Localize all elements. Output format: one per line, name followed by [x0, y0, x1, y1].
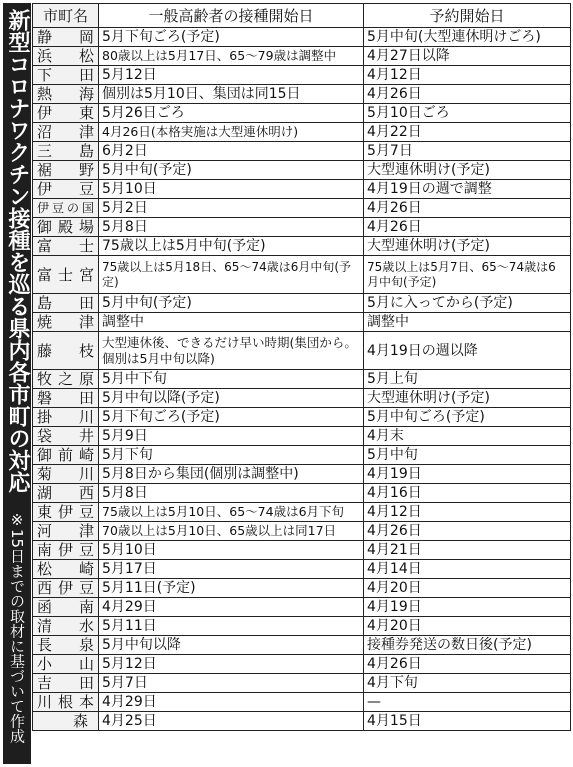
- reservation-date-cell: 4月16日: [364, 484, 571, 503]
- municipality-cell: 掛川: [33, 408, 99, 427]
- start-date-cell: 5月12日: [99, 655, 364, 674]
- header-start-date: 一般高齢者の接種開始日: [99, 4, 364, 28]
- reservation-date-cell: 4月15日: [364, 712, 571, 731]
- start-date-cell: 5月中旬以降(予定): [99, 389, 364, 408]
- reservation-date-cell: 4月19日: [364, 598, 571, 617]
- start-date-cell: 4月29日: [99, 693, 364, 712]
- reservation-date-cell: 4月14日: [364, 560, 571, 579]
- reservation-date-cell: 5月に入ってから(予定): [364, 294, 571, 313]
- reservation-date-cell: 4月下旬: [364, 674, 571, 693]
- municipality-cell: 東伊豆: [33, 503, 99, 522]
- municipality-cell: 熱海: [33, 85, 99, 104]
- municipality-cell: 伊豆の国: [33, 199, 99, 218]
- start-date-cell: 5月2日: [99, 199, 364, 218]
- municipality-cell: 袋井: [33, 427, 99, 446]
- start-date-cell: 4月29日: [99, 598, 364, 617]
- table-row: [33, 408, 571, 427]
- side-banner: [3, 3, 31, 764]
- municipality-cell: 牧之原: [33, 370, 99, 389]
- reservation-date-cell: 4月19日の週以降: [364, 332, 571, 370]
- reservation-date-cell: 4月21日: [364, 541, 571, 560]
- start-date-cell: 5月下旬: [99, 446, 364, 465]
- start-date-cell: 5月26日ごろ: [99, 104, 364, 123]
- municipality-cell: 下田: [33, 66, 99, 85]
- municipality-cell: 伊豆: [33, 180, 99, 199]
- reservation-date-cell: 4月19日の週で調整: [364, 180, 571, 199]
- start-date-cell: 5月12日: [99, 66, 364, 85]
- table-row: [33, 218, 571, 237]
- reservation-date-cell: 4月26日: [364, 218, 571, 237]
- municipality-table: [32, 3, 571, 731]
- table-row: [33, 85, 571, 104]
- reservation-date-cell: 接種券発送の数日後(予定): [364, 636, 571, 655]
- start-date-cell: 75歳以上は5月10日、65～74歳は6月下旬: [99, 503, 364, 522]
- municipality-cell: 裾野: [33, 161, 99, 180]
- reservation-date-cell: 4月末: [364, 427, 571, 446]
- start-date-cell: 大型連休後、できるだけ早い時期(集団から。個別は5月中旬以降): [99, 332, 364, 370]
- municipality-cell: 森: [33, 712, 99, 731]
- table-row: [33, 503, 571, 522]
- table-row: [33, 199, 571, 218]
- reservation-date-cell: 4月12日: [364, 66, 571, 85]
- reservation-date-cell: 4月12日: [364, 503, 571, 522]
- table-row: [33, 541, 571, 560]
- table-row: [33, 389, 571, 408]
- reservation-date-cell: 大型連休明け(予定): [364, 161, 571, 180]
- start-date-cell: 75歳以上は5月中旬(予定): [99, 237, 364, 256]
- reservation-date-cell: 5月中旬(大型連休明けごろ): [364, 28, 571, 47]
- start-date-cell: 5月8日: [99, 484, 364, 503]
- side-title: 新型コロナワクチン接種を巡る県内各市町の対応: [5, 9, 30, 493]
- start-date-cell: 5月7日: [99, 674, 364, 693]
- table-row: [33, 256, 571, 294]
- reservation-date-cell: 5月中旬: [364, 446, 571, 465]
- reservation-date-cell: 調整中: [364, 313, 571, 332]
- table-row: [33, 655, 571, 674]
- header-reservation-date: 予約開始日: [364, 4, 571, 28]
- table-row: [33, 28, 571, 47]
- reservation-date-cell: 4月22日: [364, 123, 571, 142]
- table-row: [33, 142, 571, 161]
- table-row: [33, 66, 571, 85]
- table-row: [33, 484, 571, 503]
- table-row: [33, 104, 571, 123]
- table-row: [33, 598, 571, 617]
- table-row: [33, 712, 571, 731]
- start-date-cell: 5月17日: [99, 560, 364, 579]
- start-date-cell: 80歳以上は5月17日、65～79歳は調整中: [99, 47, 364, 66]
- municipality-cell: 湖西: [33, 484, 99, 503]
- table-row: [33, 522, 571, 541]
- municipality-cell: 伊東: [33, 104, 99, 123]
- table-row: [33, 636, 571, 655]
- table-row: [33, 161, 571, 180]
- table-row: [33, 370, 571, 389]
- start-date-cell: 5月下旬ごろ(予定): [99, 408, 364, 427]
- table-row: [33, 123, 571, 142]
- start-date-cell: 5月8日から集団(個別は調整中): [99, 465, 364, 484]
- municipality-cell: 藤枝: [33, 332, 99, 370]
- start-date-cell: 5月10日: [99, 541, 364, 560]
- municipality-cell: 小山: [33, 655, 99, 674]
- reservation-date-cell: 5月上旬: [364, 370, 571, 389]
- municipality-cell: 菊川: [33, 465, 99, 484]
- table-row: [33, 579, 571, 598]
- start-date-cell: 4月26日(本格実施は大型連休明け): [99, 123, 364, 142]
- municipality-cell: 沼津: [33, 123, 99, 142]
- municipality-cell: 磐田: [33, 389, 99, 408]
- municipality-cell: 浜松: [33, 47, 99, 66]
- table-header-row: [33, 4, 571, 28]
- reservation-date-cell: 75歳以上は5月7日、65～74歳は6月中旬(予定): [364, 256, 571, 294]
- table-row: [33, 294, 571, 313]
- start-date-cell: 5月11日(予定): [99, 579, 364, 598]
- reservation-date-cell: 5月10日ごろ: [364, 104, 571, 123]
- table-row: [33, 693, 571, 712]
- start-date-cell: 5月9日: [99, 427, 364, 446]
- table-row: [33, 560, 571, 579]
- reservation-date-cell: 4月19日: [364, 465, 571, 484]
- municipality-cell: 長泉: [33, 636, 99, 655]
- reservation-date-cell: 大型連休明け(予定): [364, 389, 571, 408]
- reservation-date-cell: 4月26日: [364, 85, 571, 104]
- start-date-cell: 5月8日: [99, 218, 364, 237]
- table-row: [33, 313, 571, 332]
- municipality-cell: 函南: [33, 598, 99, 617]
- municipality-cell: 南伊豆: [33, 541, 99, 560]
- reservation-date-cell: —: [364, 693, 571, 712]
- start-date-cell: 個別は5月10日、集団は同15日: [99, 85, 364, 104]
- municipality-cell: 島田: [33, 294, 99, 313]
- table-row: [33, 674, 571, 693]
- municipality-cell: 御前崎: [33, 446, 99, 465]
- reservation-date-cell: 5月7日: [364, 142, 571, 161]
- table-row: [33, 446, 571, 465]
- reservation-date-cell: 4月26日: [364, 522, 571, 541]
- municipality-cell: 富士: [33, 237, 99, 256]
- reservation-date-cell: 4月20日: [364, 617, 571, 636]
- municipality-cell: 静岡: [33, 28, 99, 47]
- header-municipality: 市町名: [33, 4, 99, 28]
- reservation-date-cell: 4月20日: [364, 579, 571, 598]
- table-row: [33, 332, 571, 370]
- municipality-cell: 富士宮: [33, 256, 99, 294]
- reservation-date-cell: 4月26日: [364, 199, 571, 218]
- reservation-date-cell: 5月中旬ごろ(予定): [364, 408, 571, 427]
- start-date-cell: 4月25日: [99, 712, 364, 731]
- table-row: [33, 465, 571, 484]
- table-row: [33, 180, 571, 199]
- municipality-cell: 御殿場: [33, 218, 99, 237]
- start-date-cell: 5月中旬(予定): [99, 294, 364, 313]
- start-date-cell: 5月下旬ごろ(予定): [99, 28, 364, 47]
- start-date-cell: 5月中旬(予定): [99, 161, 364, 180]
- start-date-cell: 6月2日: [99, 142, 364, 161]
- reservation-date-cell: 大型連休明け(予定): [364, 237, 571, 256]
- municipality-cell: 清水: [33, 617, 99, 636]
- reservation-date-cell: 4月27日以降: [364, 47, 571, 66]
- start-date-cell: 5月11日: [99, 617, 364, 636]
- table-row: [33, 237, 571, 256]
- start-date-cell: 5月中旬以降: [99, 636, 364, 655]
- municipality-cell: 吉田: [33, 674, 99, 693]
- municipality-cell: 川根本: [33, 693, 99, 712]
- start-date-cell: 70歳以上は5月10日、65歳以上は同17日: [99, 522, 364, 541]
- reservation-date-cell: 4月26日: [364, 655, 571, 674]
- table-row: [33, 617, 571, 636]
- start-date-cell: 調整中: [99, 313, 364, 332]
- start-date-cell: 5月中下旬: [99, 370, 364, 389]
- municipality-cell: 西伊豆: [33, 579, 99, 598]
- municipality-cell: 松崎: [33, 560, 99, 579]
- table-row: [33, 47, 571, 66]
- municipality-cell: 焼津: [33, 313, 99, 332]
- start-date-cell: 75歳以上は5月18日、65～74歳は6月中旬(予定): [99, 256, 364, 294]
- start-date-cell: 5月10日: [99, 180, 364, 199]
- municipality-cell: 三島: [33, 142, 99, 161]
- municipality-cell: 河津: [33, 522, 99, 541]
- side-note: ※15日までの取材に基づいて作成: [8, 511, 26, 744]
- table-row: [33, 427, 571, 446]
